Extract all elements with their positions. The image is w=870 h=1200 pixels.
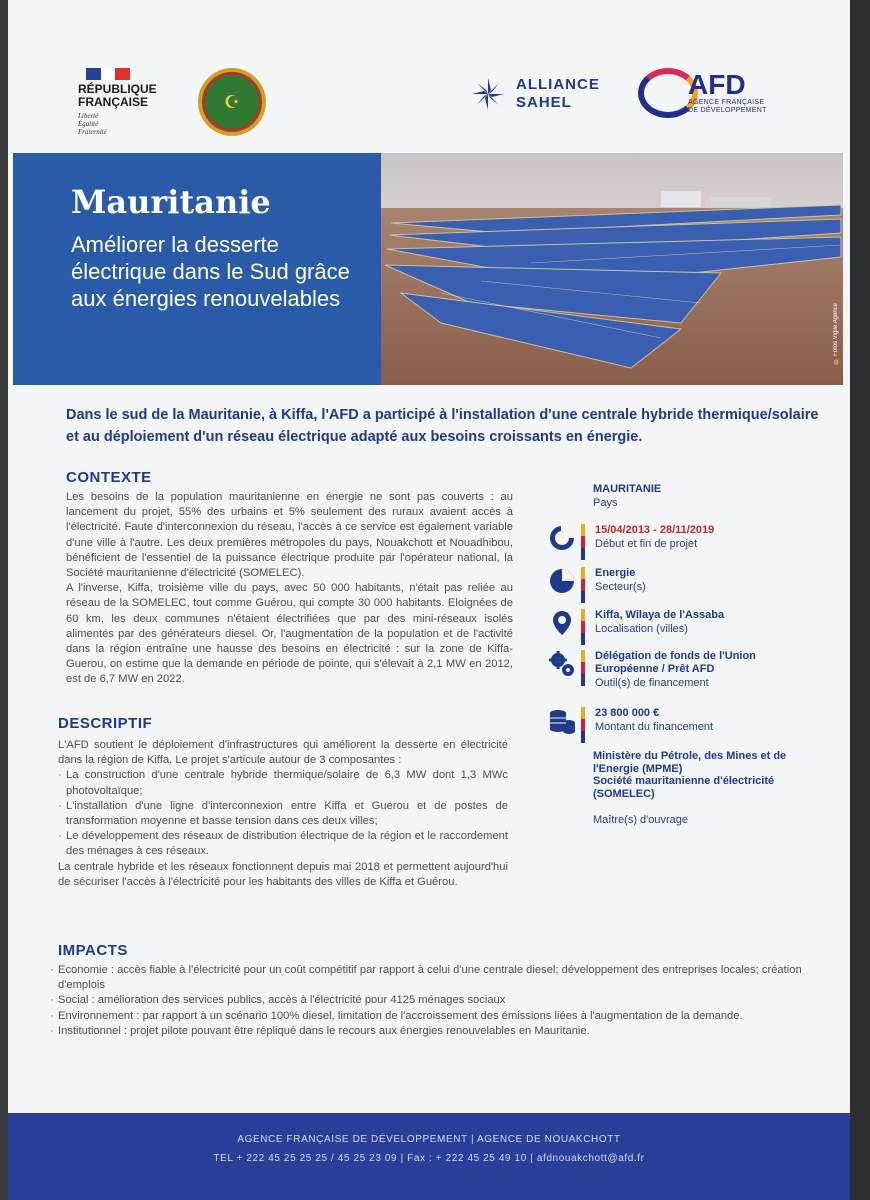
footer — [8, 1113, 850, 1200]
descriptif-body — [58, 738, 508, 890]
descriptif-list — [58, 768, 508, 859]
accent-bar — [581, 567, 585, 603]
accent-bar — [581, 524, 585, 560]
amount-value: 23 800 000 € — [595, 707, 660, 719]
document-page — [8, 0, 850, 1200]
list-item: · Social : amélioration des services publics, accès à l'électricité pour 4125 ménages sociaux — [50, 993, 832, 1008]
afd-wordmark: AFD — [688, 69, 746, 100]
republique-francaise-motto: Liberté Égalité Fraternité — [78, 112, 107, 136]
owner-label: Maître(s) d'ouvrage — [593, 814, 689, 826]
alliance-sahel-logo — [468, 74, 600, 114]
page-title: Mauritanie — [71, 183, 271, 221]
alliance-sahel-text: ALLIANCE SAHEL — [516, 76, 600, 111]
solar-panels-photo — [381, 153, 843, 385]
sun-swirl-icon — [468, 74, 508, 114]
impacts-list — [50, 963, 832, 1039]
mauritania-seal-logo — [198, 68, 266, 136]
footer-contact: TEL + 222 45 25 25 25 / 45 25 23 09 | Fax : + 222 45 25 49 10 | afdnouakchott@afd.fr — [213, 1153, 645, 1164]
background-edge — [850, 0, 870, 1200]
accent-bar — [581, 707, 585, 743]
descriptif-paragraph-2: La centrale hybride et les réseaux fonctionnent depuis mai 2018 et permettent aujourd'hui de sécuriser l'accès à l'électricité pour les habitants des villes de Kiffa et Guérou. — [58, 860, 508, 888]
accent-bar — [581, 650, 585, 686]
list-item: · Economie : accès fiable à l'électricité pour un coût compétitif par rapport à celui d'une centrale diesel; développement des entreprises locales; création d'emplois — [50, 963, 832, 993]
list-item: · La construction d'une centrale hybride thermique/solaire de 6,3 MW dont 1,3 MWc photovoltaïque; — [58, 768, 508, 798]
list-item: · Le développement des réseaux de distribution électrique de la région et le raccordement des ménages à ces réseaux. — [58, 829, 508, 859]
amount-label: Montant du financement — [595, 721, 714, 733]
photo-credit: © Fotos Vigile Agence — [833, 303, 839, 364]
afd-subtitle: AGENCE FRANÇAISE DE DÉVELOPPEMENT — [688, 99, 767, 114]
impacts-body — [50, 963, 832, 1039]
gears-icon — [548, 650, 576, 678]
funding-tool-value: Délégation de fonds de l'Union Européenne / Prêt AFD — [595, 650, 756, 675]
coins-stack-icon — [548, 707, 576, 735]
location-value: Kiffa, Wilaya de l'Assaba — [595, 609, 725, 621]
funding-tool-label: Outil(s) de financement — [595, 677, 709, 689]
pie-chart-icon — [548, 567, 576, 595]
page-subtitle: Améliorer la desserte électrique dans le Sud grâce aux énergies renouvelables — [71, 232, 350, 311]
country-label: Pays — [593, 497, 618, 509]
list-item: · Institutionnel : projet pilote pouvant être répliqué dans le recours aux énergies renouvelables en Mauritanie. — [50, 1024, 832, 1039]
contexte-body — [66, 490, 513, 688]
location-label: Localisation (villes) — [595, 623, 688, 635]
accent-bar — [581, 609, 585, 645]
descriptif-heading: DESCRIPTIF — [58, 715, 153, 732]
location-pin-icon — [548, 609, 576, 637]
country-value: MAURITANIE — [593, 483, 662, 495]
contexte-heading: CONTEXTE — [66, 469, 152, 486]
dates-label: Début et fin de projet — [595, 538, 698, 550]
solar-farm-illustration — [381, 153, 843, 385]
list-item: · L'installation d'une ligne d'interconnexion entre Kiffa et Guerou et de postes de transformation moyenne et basse tension dans ces deux villes; — [58, 799, 508, 829]
star-crescent-icon: ☪ — [202, 72, 262, 132]
title-banner — [13, 153, 381, 385]
impacts-heading: IMPACTS — [58, 942, 128, 959]
footer-agency: AGENCE FRANÇAISE DE DÉVELOPPEMENT | AGENCE DE NOUAKCHOTT — [237, 1134, 621, 1145]
republique-francaise-logo — [78, 68, 188, 136]
republique-francaise-name: RÉPUBLIQUE FRANÇAISE — [78, 82, 157, 109]
sector-value: Energie — [595, 567, 636, 579]
dates-value: 15/04/2013 - 28/11/2019 — [595, 524, 715, 536]
list-item: · Environnement : par rapport à un scénario 100% diesel, limitation de l'accroissement des émissions liées à l'augmentation de la demande. — [50, 1009, 832, 1024]
contexte-paragraph-2: A l'inverse, Kiffa, troisième ville du pays, avec 50 000 habitants, n'était pas reliée au réseau de la SOMELEC, tout comme Guérou, qui compte 30 000 habitants. Eloignées de 60 km, les deux communes n'étaient électrifiées que par des mini-réseaux isolés alimentés par des générateurs diesel. Or, l'augmentation de la population et de l'activité dans la région entraîne une hausse des besoins en électricité : sur la zone de Kiffa-Guerou, on estime que la demande en période de pointe, qui s'élevait à 2,1 MW en 2012, est de 6,7 MW en 2022. — [66, 582, 513, 686]
contexte-paragraph-1: Les besoins de la population mauritanienne en énergie ne sont pas couverts : au lancement du projet, 55% des urbains et 5% seulement des ruraux avaient accès à l'électricité. Faute d'interconnexion du réseau, l'accès à ce service est également variable d'une ville à l'autre. Les deux premières métropoles du pays, Nouakchott et Nouadhibou, bénéficient de l'essentiel de la puissance électrique produite par l'opérateur national, la Société mauritanienne d'électricité (SOMELEC). — [66, 491, 513, 580]
intro-paragraph: Dans le sud de la Mauritanie, à Kiffa, l'AFD a participé à l'installation d'une centrale hybride thermique/solaire et au déploiement d'un réseau électrique adapté aux besoins croissants en énergie. — [66, 407, 819, 445]
afd-logo — [638, 68, 767, 118]
calendar-clock-icon — [548, 524, 576, 552]
descriptif-paragraph-1: L'AFD soutient le déploiement d'infrastructures qui améliorent la desserte en électricité dans la région de Kiffa. Le projet s'articule autour de 3 composantes : — [58, 739, 508, 767]
owner-value: Ministère du Pétrole, des Mines et de l'Energie (MPME) Société mauritanienne d'électricité (SOMELEC) — [593, 750, 787, 800]
french-flag-icon — [86, 68, 130, 80]
sector-label: Secteur(s) — [595, 581, 646, 593]
